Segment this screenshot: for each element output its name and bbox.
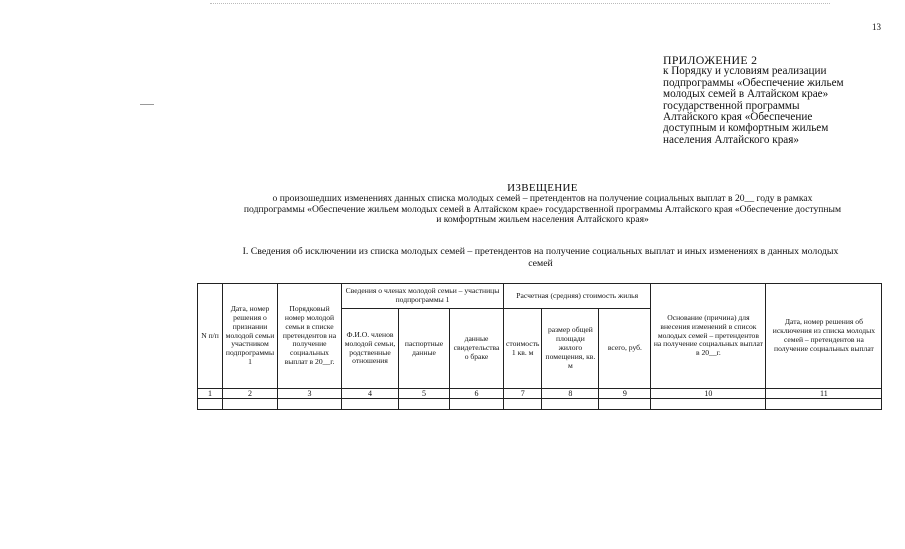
appendix-line: подпрограммы «Обеспечение жильем [663,76,844,89]
empty-cell [399,399,450,410]
empty-cell [766,399,882,410]
section-heading [198,246,883,269]
header-num: N п/п [198,284,223,389]
appendix-block [663,55,903,146]
notice-line: и комфортным жильем населения Алтайского края» [436,214,649,226]
header-decision: Дата, номер решения о признании молодой семьи участником подпрограммы 1 [223,284,278,389]
empty-cell [223,399,278,410]
header-members-group: Сведения о членах молодой семьи – участницы подпрограммы 1 [342,284,504,309]
header-fio: Ф.И.О. членов молодой семьи, родственные отношения [342,309,399,389]
column-number: 9 [599,389,651,399]
changes-table [197,283,882,410]
appendix-line: молодых семей в Алтайском крае» [663,88,829,101]
appendix-line: к Порядку и условиям реализации [663,65,827,78]
column-number: 11 [766,389,882,399]
header-reason: Основание (причина) для внесения изменений в список молодых семей – претендентов на получение социальных выплат в 20__г. [651,284,766,389]
empty-cell [504,399,542,410]
header-exclusion-decision: Дата, номер решения об исключения из списка молодых семей – претендентов на получение социальных выплат [766,284,882,389]
header-marriage-certificate: данные свидетельства о браке [450,309,504,389]
table-row [198,399,882,410]
appendix-line: доступным и комфортным жильем [663,122,829,135]
column-number: 4 [342,389,399,399]
appendix-title: ПРИЛОЖЕНИЕ 2 [663,53,758,67]
header-area: размер общей площади жилого помещения, кв. м [542,309,599,389]
scan-artifact-mark [140,104,154,105]
section-line: семей [528,257,553,269]
header-cost-group: Расчетная (средняя) стоимость жилья [504,284,651,309]
appendix-line: государственной программы [663,99,800,112]
header-passport: паспортные данные [399,309,450,389]
column-number: 1 [198,389,223,399]
column-number: 2 [223,389,278,399]
notice-title: ИЗВЕЩЕНИЕ [507,182,578,194]
empty-cell [450,399,504,410]
scan-artifact-line [210,3,830,4]
column-number: 10 [651,389,766,399]
column-number: 5 [399,389,450,399]
header-order-number: Порядковый номер молодой семьи в списке претендентов на получение социальных выплат в 20__г. [278,284,342,389]
notice-block [190,183,895,226]
header-cost-per-sqm: стоимость 1 кв. м [504,309,542,389]
appendix-line: Алтайского края «Обеспечение [663,111,813,124]
empty-cell [651,399,766,410]
empty-cell [342,399,399,410]
notice-line: подпрограммы «Обеспечение жильем молодых семей в Алтайском крае» государственной программы Алтайского края «Обеспечение доступным [243,203,842,215]
column-number: 8 [542,389,599,399]
column-number: 7 [504,389,542,399]
column-number: 6 [450,389,504,399]
section-line: I. Сведения об исключении из списка молодых семей – претендентов на получение социальных выплат и иных изменениях в данных молодых [242,246,839,257]
notice-line: о произошедших изменениях данных списка молодых семей – претендентов на получение социальных выплат в 20__ году в рамках [272,192,813,204]
column-number: 3 [278,389,342,399]
empty-cell [542,399,599,410]
header-total: всего, руб. [599,309,651,389]
empty-cell [278,399,342,410]
empty-cell [198,399,223,410]
appendix-line: населения Алтайского края» [663,133,799,146]
empty-cell [599,399,651,410]
page-number: 13 [872,22,881,32]
